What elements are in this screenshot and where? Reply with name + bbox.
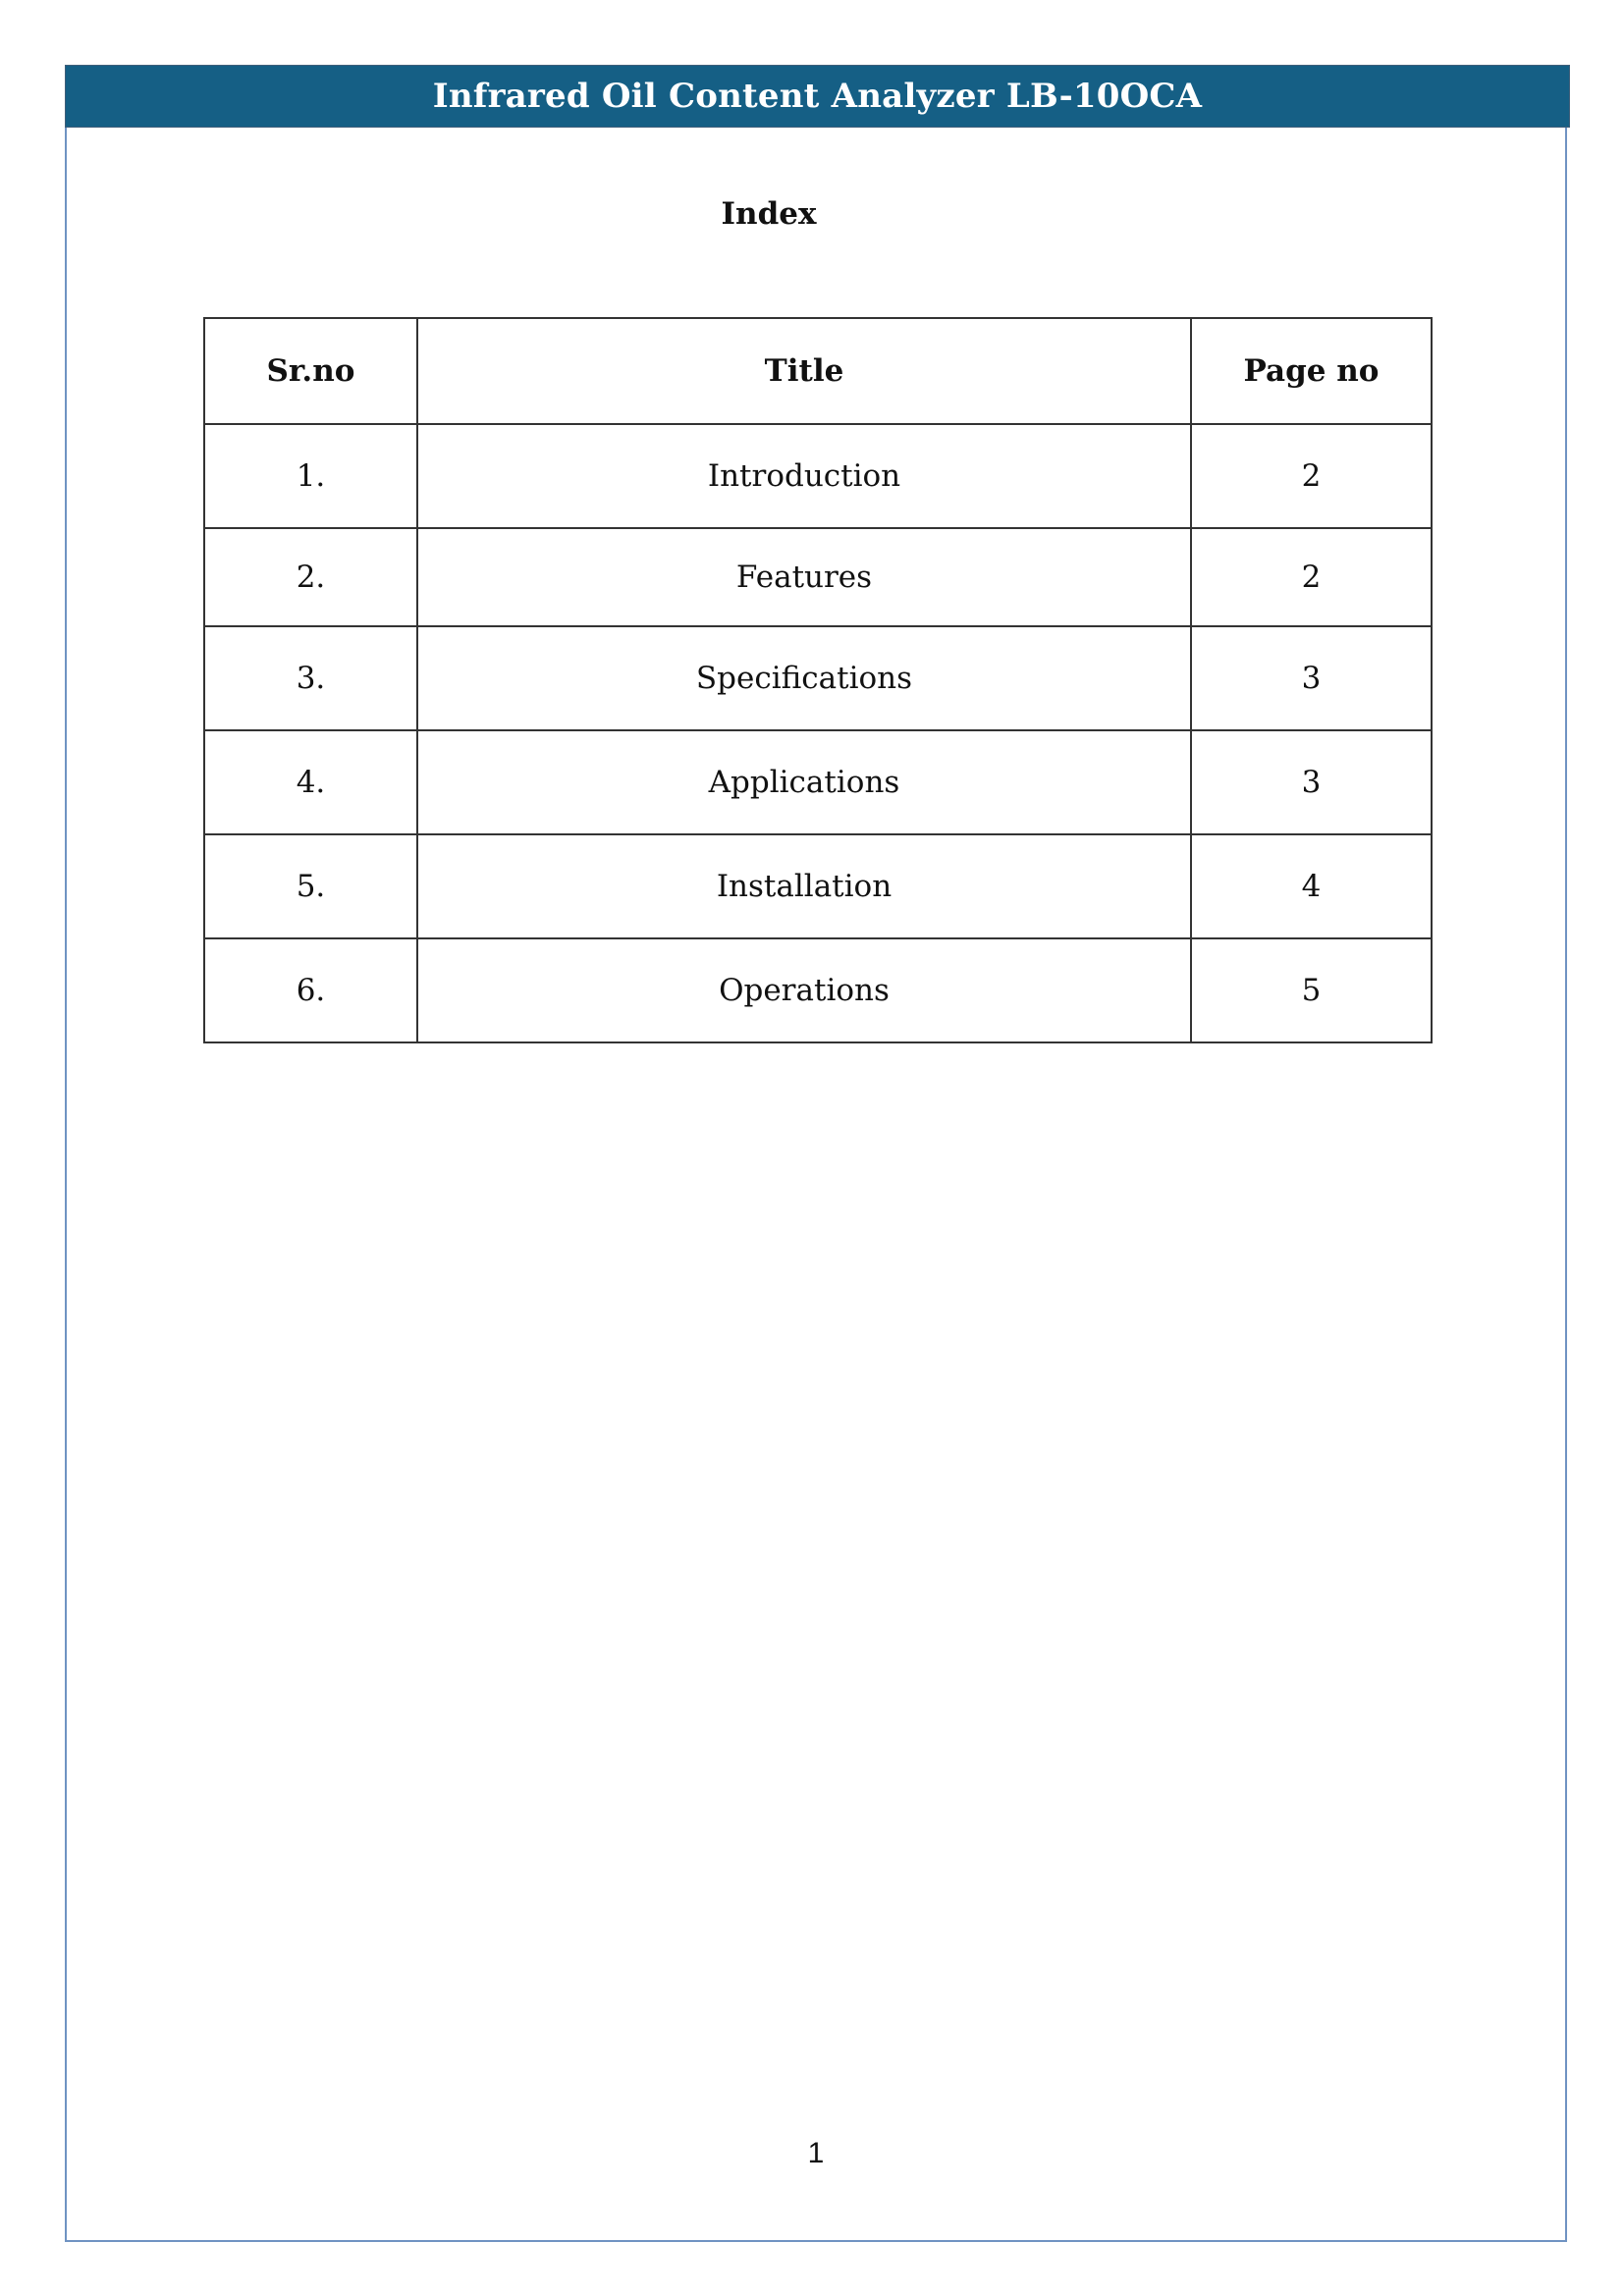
sr-no-cell: 4. [204,730,417,834]
document-header-bar [65,65,1570,128]
title-cell: Specifications [417,626,1191,730]
table-row [204,424,1432,528]
table-row [204,730,1432,834]
page-no-cell: 3 [1191,730,1432,834]
table-row [204,834,1432,938]
title-cell: Installation [417,834,1191,938]
sr-no-cell: 3. [204,626,417,730]
table-header-row [204,318,1432,424]
sr-no-cell: 2. [204,528,417,626]
index-heading: Index [721,196,817,232]
page-no-cell: 4 [1191,834,1432,938]
page-number: 1 [807,2137,825,2169]
title-cell: Features [417,528,1191,626]
table-row [204,938,1432,1042]
table-row [204,626,1432,730]
sr-no-cell: 5. [204,834,417,938]
title-cell: Applications [417,730,1191,834]
sr-no-cell: 1. [204,424,417,528]
index-table [203,317,1433,1043]
table-row [204,528,1432,626]
page-no-cell: 2 [1191,528,1432,626]
page-no-cell: 5 [1191,938,1432,1042]
column-header-sr-no: Sr.no [204,318,417,424]
page-no-cell: 3 [1191,626,1432,730]
column-header-title: Title [417,318,1191,424]
sr-no-cell: 6. [204,938,417,1042]
title-cell: Introduction [417,424,1191,528]
column-header-page-no: Page no [1191,318,1432,424]
document-title: Infrared Oil Content Analyzer LB-10OCA [432,77,1203,116]
page-no-cell: 2 [1191,424,1432,528]
title-cell: Operations [417,938,1191,1042]
